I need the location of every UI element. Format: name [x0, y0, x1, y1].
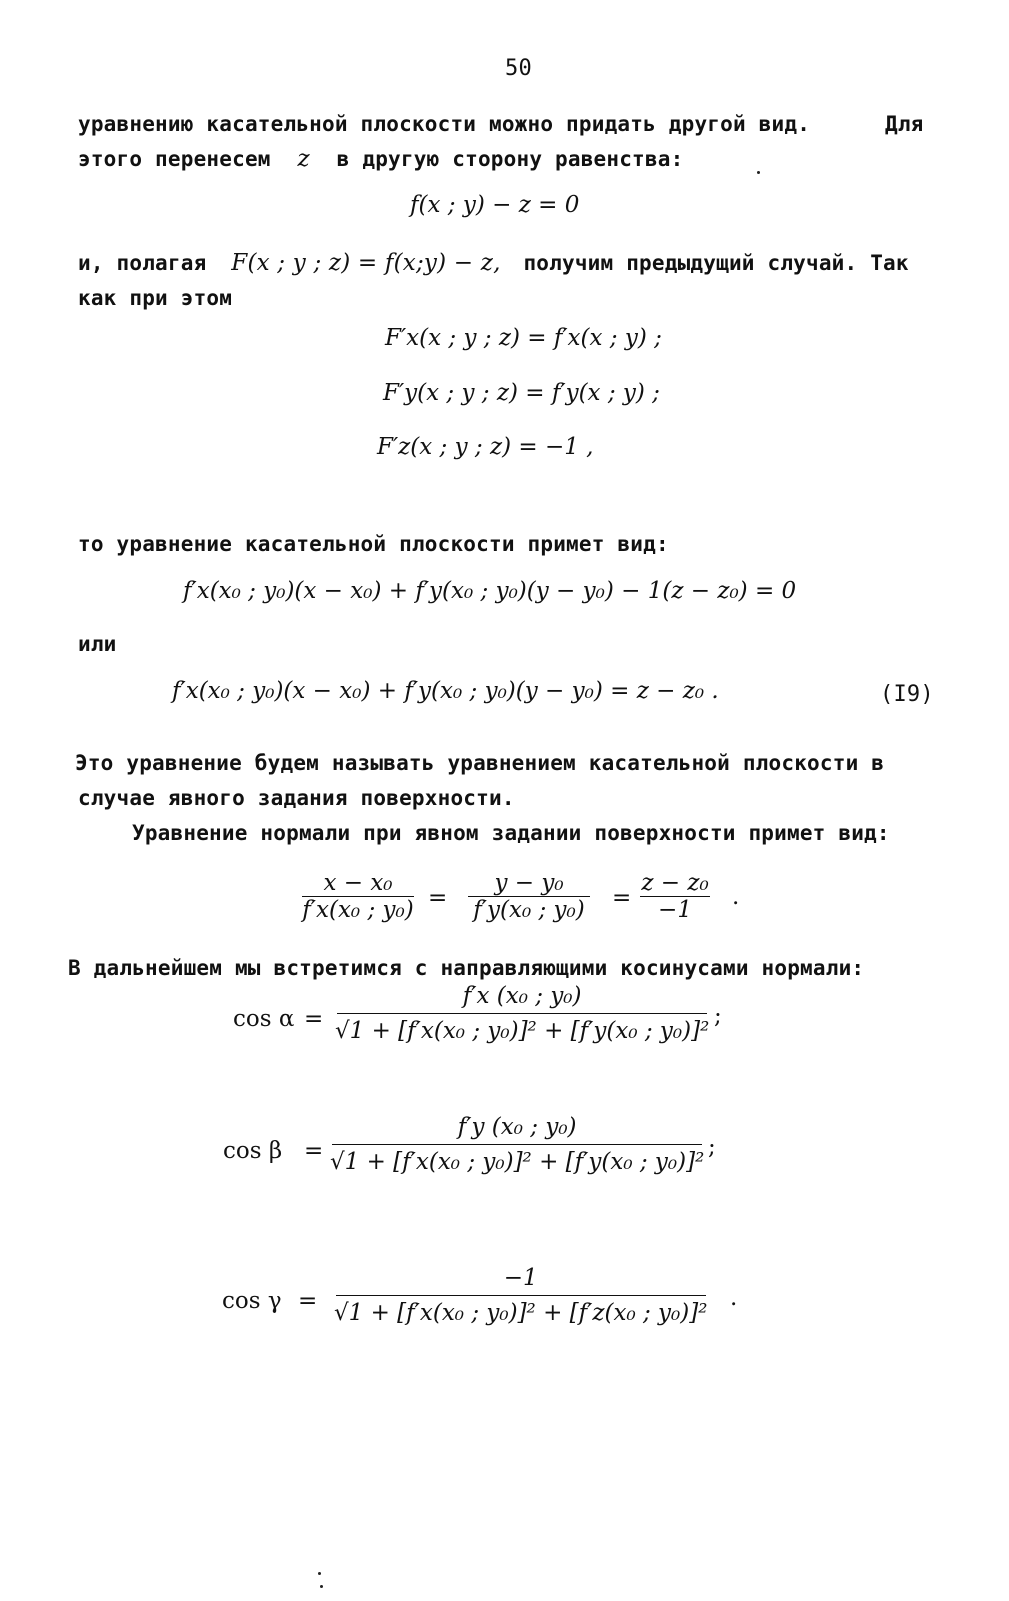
normal-fraction-y	[468, 870, 590, 923]
cos-alpha-fraction	[335, 983, 709, 1044]
normal-numerator-y: y − y₀	[494, 870, 564, 896]
paragraph-1-line-2-start: этого перенесем	[78, 147, 271, 171]
paragraph-5: Уравнение нормали при явном задании поверхности примет вид:	[132, 821, 890, 845]
fraction-bar	[332, 1144, 702, 1145]
normal-fraction-z	[640, 870, 710, 923]
stray-dot	[320, 1585, 323, 1588]
paragraph-2-start: и, полагая	[78, 251, 207, 275]
paragraph-2-end: получим предыдущий случай. Так	[523, 251, 909, 275]
cos-gamma-label: cos γ	[222, 1288, 282, 1314]
cos-beta-semicolon: ;	[708, 1134, 716, 1160]
equation-number: (I9)	[880, 682, 934, 707]
equals-sign-1: =	[428, 885, 448, 911]
derivative-Fy: F′y(x ; y ; z) = f′y(x ; y) ;	[383, 380, 660, 406]
paragraph-1-line-1-end: Для	[885, 112, 924, 136]
paragraph-4-line-2: случае явного задания поверхности.	[78, 786, 515, 810]
normal-trailing-dot: .	[732, 884, 740, 910]
variable-z: z	[297, 146, 310, 172]
derivative-Fx: F′x(x ; y ; z) = f′x(x ; y) ;	[385, 325, 662, 351]
cos-gamma-denominator: √1 + [f′x(x₀ ; y₀)]² + [f′z(x₀ ; y₀)]²	[334, 1300, 708, 1326]
cos-beta-label: cos β	[223, 1138, 283, 1164]
paragraph-1-line-2	[78, 146, 683, 172]
equals-sign-2: =	[612, 885, 632, 911]
fraction-bar	[336, 1295, 706, 1296]
definition-F: F(x ; y ; z) = f(x;y) − z,	[231, 250, 501, 276]
fraction-bar	[337, 1013, 707, 1014]
page-number: 50	[505, 56, 532, 81]
paragraph-2-line-1	[78, 250, 909, 276]
paragraph-3: то уравнение касательной плоскости примет вид:	[78, 532, 669, 556]
equation-f-minus-z: f(x ; y) − z = 0	[410, 192, 580, 218]
tangent-plane-equation-2: f′x(x₀ ; y₀)(x − x₀) + f′y(x₀ ; y₀)(y − y₀) = z − z₀ .	[172, 678, 719, 704]
cos-beta-fraction	[330, 1114, 704, 1175]
cos-alpha-denominator: √1 + [f′x(x₀ ; y₀)]² + [f′y(x₀ ; y₀)]²	[335, 1018, 710, 1044]
cos-beta-denominator: √1 + [f′x(x₀ ; y₀)]² + [f′y(x₀ ; y₀)]²	[330, 1149, 705, 1175]
normal-fraction-x	[302, 870, 414, 923]
cos-alpha-label: cos α	[233, 1006, 295, 1032]
cos-gamma-trailing-dot: .	[730, 1285, 738, 1311]
paragraph-4-line-1: Это уравнение будем называть уравнением касательной плоскости в	[75, 751, 885, 775]
paragraph-2-line-2: как при этом	[78, 286, 233, 310]
cos-gamma-fraction	[334, 1265, 707, 1326]
or-word: или	[78, 632, 117, 656]
derivative-Fz: F′z(x ; y ; z) = −1 ,	[377, 434, 594, 460]
paragraph-1-line-1: уравнению касательной плоскости можно придать другой вид.	[78, 112, 811, 136]
cos-beta-equals: =	[304, 1138, 324, 1164]
normal-numerator-z: z − z₀	[641, 870, 709, 896]
normal-denominator-z: −1	[658, 897, 692, 923]
cos-gamma-equals: =	[298, 1288, 318, 1314]
cos-gamma-numerator: −1	[503, 1265, 538, 1291]
normal-numerator-x: x − x₀	[323, 870, 393, 896]
normal-denominator-x: f′x(x₀ ; y₀)	[302, 897, 414, 923]
cos-alpha-equals: =	[304, 1006, 324, 1032]
cos-alpha-semicolon: ;	[714, 1003, 722, 1029]
cos-beta-numerator: f′y (x₀ ; y₀)	[457, 1114, 577, 1140]
paragraph-6: В дальнейшем мы встретимся с направляющими косинусами нормали:	[68, 956, 865, 980]
tangent-plane-equation-1: f′x(x₀ ; y₀)(x − x₀) + f′y(x₀ ; y₀)(y − y₀) − 1(z − z₀) = 0	[183, 578, 797, 604]
normal-denominator-y: f′y(x₀ ; y₀)	[473, 897, 585, 923]
paragraph-1-line-2-rest: в другую сторону равенства:	[336, 147, 684, 171]
cos-alpha-numerator: f′x (x₀ ; y₀)	[462, 983, 582, 1009]
stray-dot	[318, 1572, 321, 1575]
stray-dot	[757, 171, 760, 174]
